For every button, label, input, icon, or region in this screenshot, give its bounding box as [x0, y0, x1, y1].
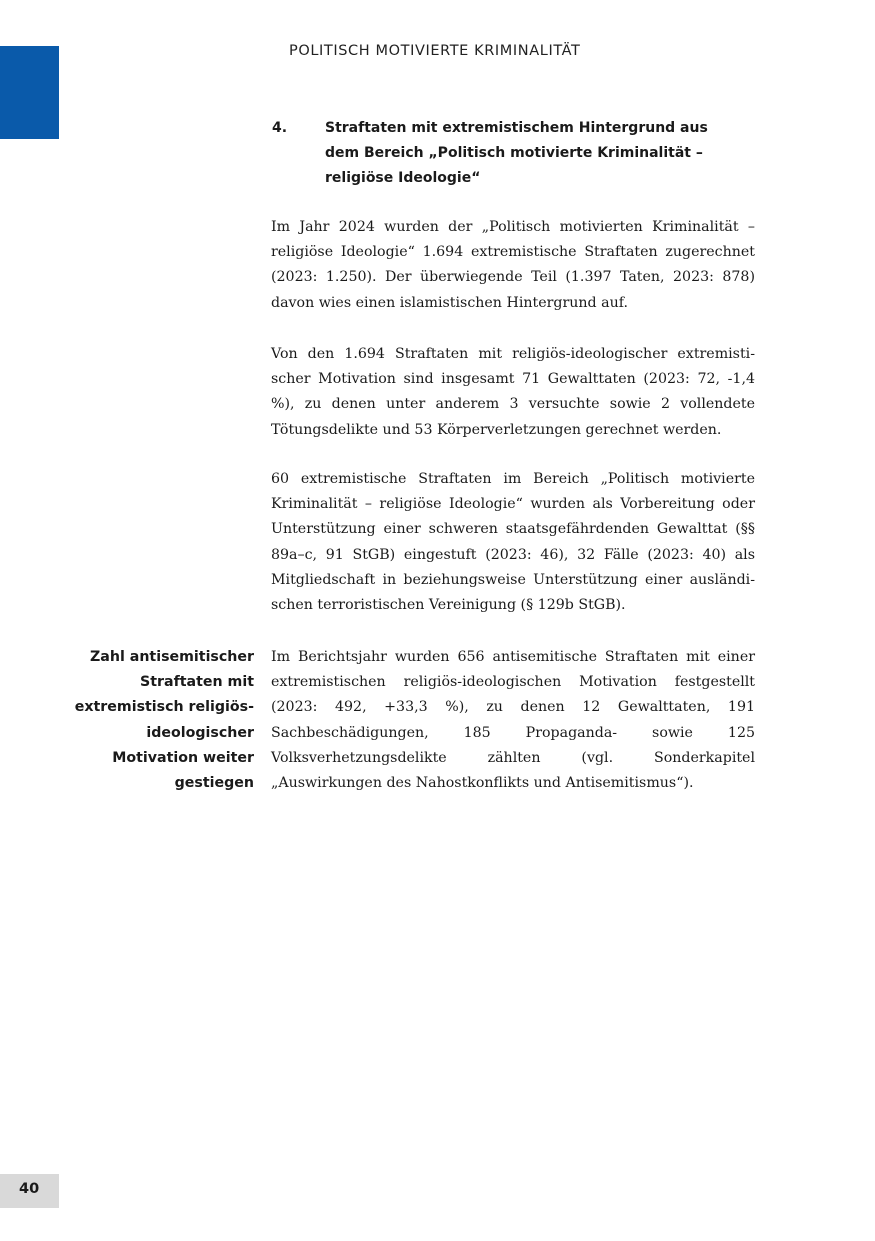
page-number-box [0, 1174, 59, 1208]
section-heading [272, 116, 732, 191]
section-number: 4. [272, 120, 288, 136]
paragraph-2: Von den 1.694 Straftaten mit religiös-ideologischer extremistischer Motivation sind insgesamt 71 Gewalttaten (2023: 72, -1,4 %), zu denen unter anderem 3 versuchte sowie 2 vollendete Tötungsdelikte und 53 Körperverletzungen gerechnet werden. [271, 346, 755, 438]
running-header: POLITISCH MOTIVIERTE KRIMINALITÄT [289, 43, 581, 59]
paragraph-4: Im Berichtsjahr wurden 656 antisemitische Straftaten mit einer extremistischen religiös-ideologischen Motivation festgestellt (2023: 492, +33,3 %), zu denen 12 Gewalttaten, 191 Sachbeschädigungen, 185 Propaganda- sowie 125 Volksverhetzungsdelikte zählten (vgl. Sonderkapitel „Auswirkungen des Nahostkonflikts und Antisemitismus“). [271, 649, 755, 792]
paragraph-3: 60 extremistische Straftaten im Bereich „Politisch motivierte Kriminalität – religiöse Ideologie“ wurden als Vorbereitung oder Unterstützung einer schweren staatsgefährdenden Gewalttat (§§ 89a–c, 91 StGB) eingestuft (2023: 46), 32 Fälle (2023: 40) als Mitgliedschaft in beziehungsweise Unterstützung einer ausländischen terroristischen Vereinigung (§ 129b StGB). [271, 471, 755, 614]
chapter-color-tab [0, 46, 59, 139]
margin-note: Zahl antisemitischer Straftaten mit extremistisch religiös-ideologischer Motivation weiter gestiegen [74, 649, 254, 792]
paragraph-1: Im Jahr 2024 wurden der „Politisch motivierten Kriminalität – religiöse Ideologie“ 1.694 extremistische Straftaten zugerechnet (2023: 1.250). Der überwiegende Teil (1.397 Taten, 2023: 878) davon wies einen islamistischen Hintergrund auf. [271, 219, 755, 311]
page-number: 40 [19, 1181, 40, 1197]
section-title: Straftaten mit extremistischem Hintergrund aus dem Bereich „Politisch motivierte Kriminalität – religiöse Ideologie“ [325, 120, 708, 186]
